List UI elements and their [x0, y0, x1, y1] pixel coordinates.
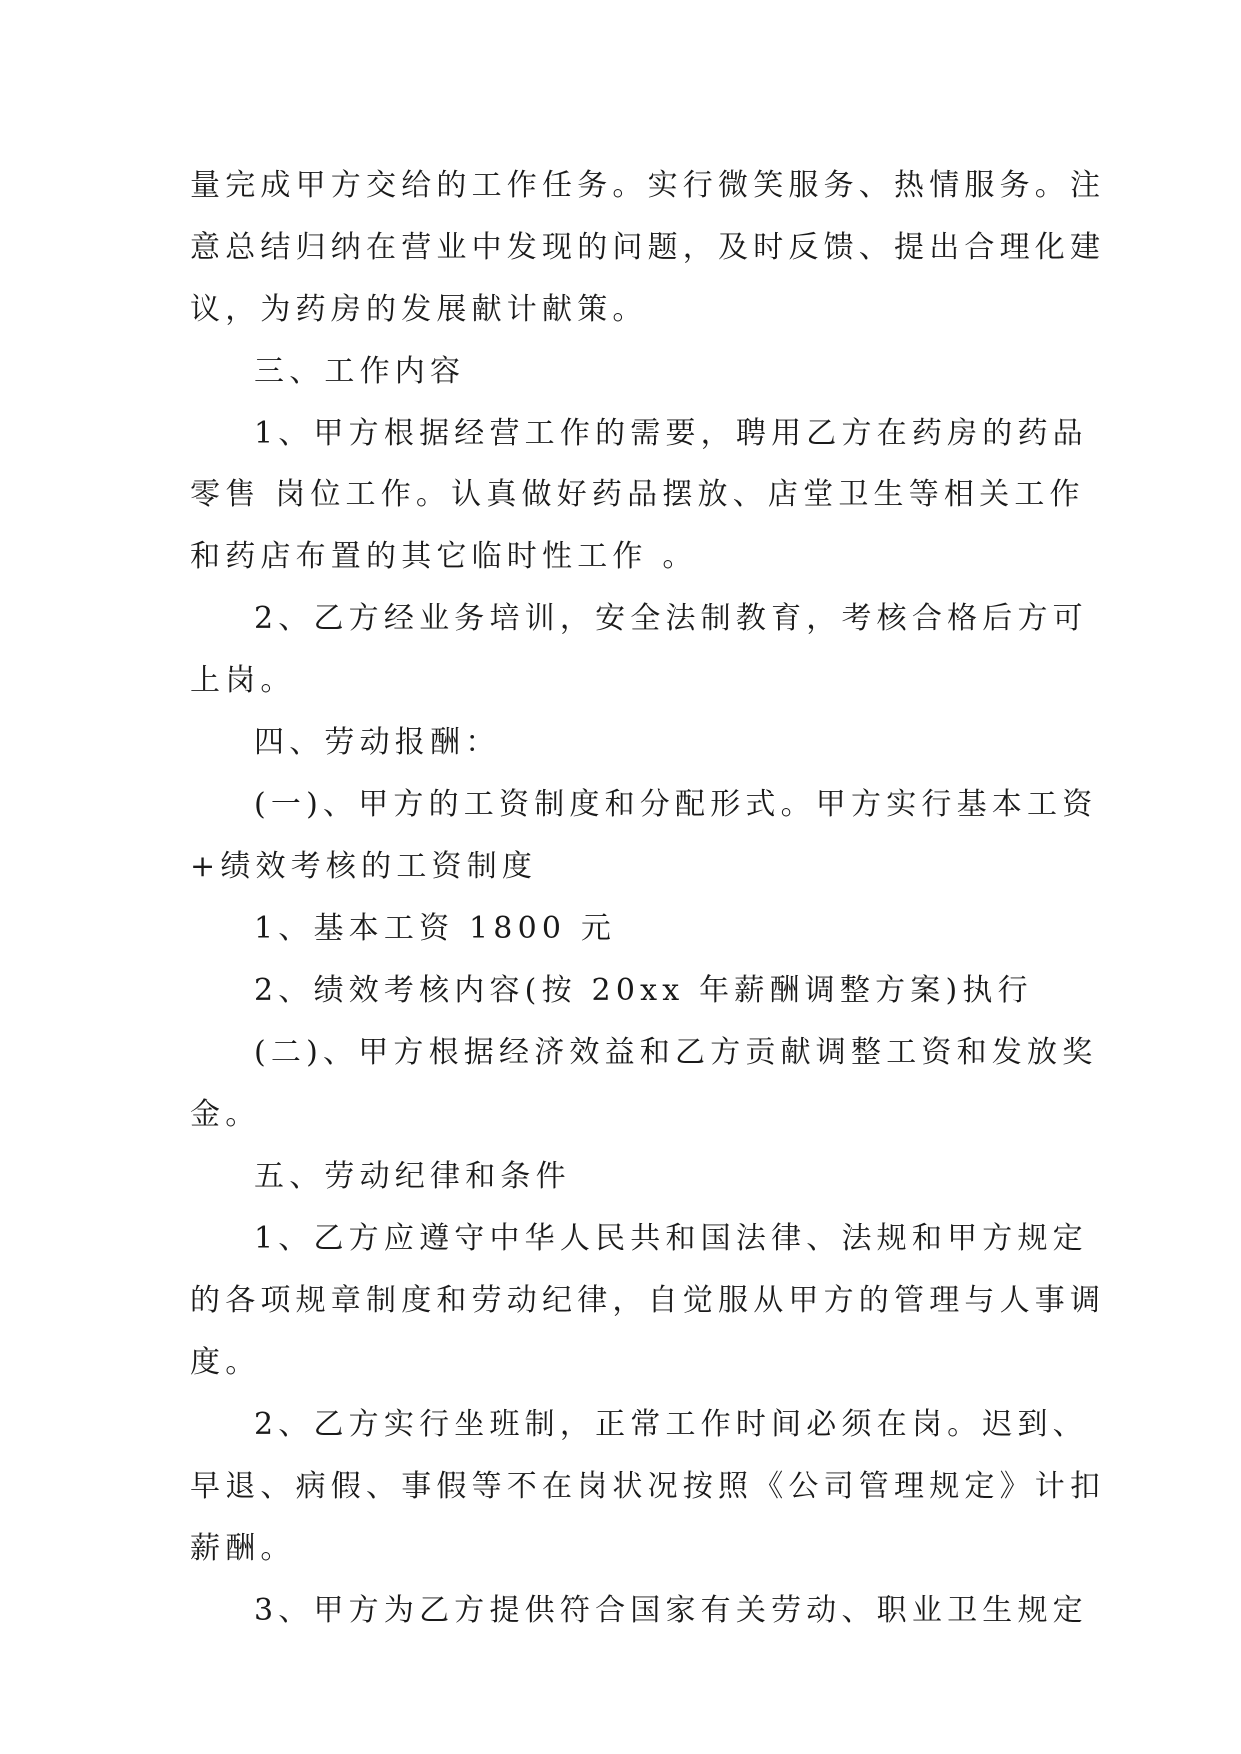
- body-line: (二)、甲方根据经济效益和乙方贡献调整工资和发放奖: [254, 1035, 1098, 1070]
- body-line: +绩效考核的工资制度: [190, 849, 538, 884]
- body-line: 上岗。: [190, 663, 296, 698]
- body-line: 2、乙方实行坐班制，正常工作时间必须在岗。迟到、: [254, 1407, 1088, 1442]
- body-line: 意总结归纳在营业中发现的问题，及时反馈、提出合理化建: [190, 230, 1106, 265]
- body-line: 的各项规章制度和劳动纪律，自觉服从甲方的管理与人事调: [190, 1283, 1106, 1318]
- body-line: 1、乙方应遵守中华人民共和国法律、法规和甲方规定: [254, 1221, 1088, 1256]
- body-line: 和药店布置的其它临时性工作 。: [190, 539, 698, 574]
- body-line: 2、绩效考核内容(按 20xx 年薪酬调整方案)执行: [254, 973, 1033, 1008]
- body-line: 薪酬。: [190, 1531, 296, 1566]
- section-heading: 四、劳动报酬：: [254, 725, 501, 760]
- body-line: 1、甲方根据经营工作的需要，聘用乙方在药房的药品: [254, 416, 1088, 451]
- body-line: 金。: [190, 1097, 261, 1132]
- body-line: 零售 岗位工作。认真做好药品摆放、店堂卫生等相关工作: [190, 477, 1085, 512]
- body-line: 早退、病假、事假等不在岗状况按照《公司管理规定》计扣: [190, 1469, 1106, 1504]
- section-heading: 五、劳动纪律和条件: [254, 1159, 571, 1194]
- body-line: 1、基本工资 1800 元: [254, 911, 617, 946]
- body-line: 2、乙方经业务培训，安全法制教育，考核合格后方可: [254, 601, 1088, 636]
- body-line: 议，为药房的发展献计献策。: [190, 292, 648, 327]
- section-heading: 三、工作内容: [254, 354, 466, 389]
- body-line: 度。: [190, 1345, 261, 1380]
- body-line: 量完成甲方交给的工作任务。实行微笑服务、热情服务。注: [190, 168, 1106, 203]
- body-line: (一)、甲方的工资制度和分配形式。甲方实行基本工资: [254, 787, 1098, 822]
- body-line: 3、甲方为乙方提供符合国家有关劳动、职业卫生规定: [254, 1593, 1088, 1628]
